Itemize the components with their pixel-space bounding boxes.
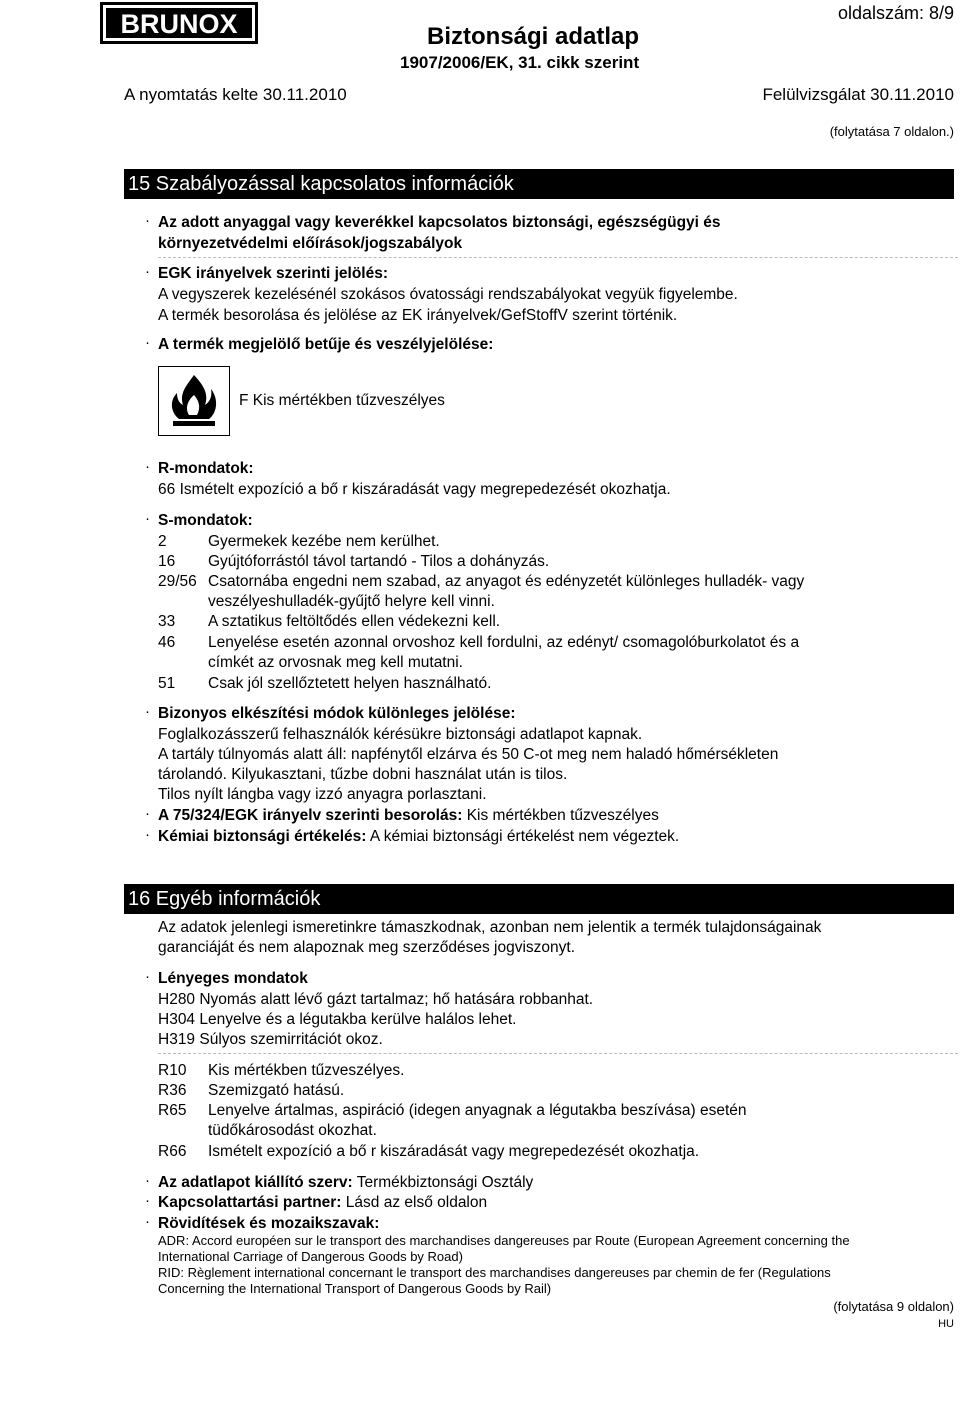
bullet: · (145, 1213, 150, 1230)
r-phrase: R10 Kis mértékben tűzveszélyes. (158, 1062, 405, 1079)
s-phrase: 2 Gyermekek kezébe nem kerülhet. (158, 533, 440, 550)
revision-date: Felülvizsgálat 30.11.2010 (762, 85, 954, 104)
s-phrase-cont: címkét az orvosnak meg kell mutatni. (208, 654, 463, 671)
bullet: · (145, 458, 150, 475)
classification: A 75/324/EGK irányelv szerinti besorolás: Kis mértékben tűzveszélyes (158, 807, 659, 824)
s-phrase: 33 A sztatikus feltöltődés ellen védekezni kell. (158, 613, 501, 630)
h-phrase: H304 Lenyelve és a légutakba kerülve halálos lehet. (158, 1011, 517, 1028)
bullet: · (145, 805, 150, 822)
chemical-safety: Kémiai biztonsági értékelés: A kémiai biztonsági értékelést nem végeztek. (158, 828, 680, 845)
abbreviations-label: Rövidítések és mozaikszavak: (158, 1215, 380, 1232)
ek-line: A vegyszerek kezelésénél szokásos óvatossági rendszabályokat vegyük figyelembe. (158, 286, 738, 303)
bullet: · (145, 510, 150, 527)
bullet: · (145, 1172, 150, 1189)
bullet: · (145, 703, 150, 720)
continued-to: (folytatása 9 oldalon) (833, 1299, 954, 1314)
special-label: Bizonyos elkészítési módok különleges jelölése: (158, 705, 516, 722)
s-phrase: 46 Lenyelése esetén azonnal orvoshoz kell fordulni, az edényt/ csomagolóburkolatot és a (158, 634, 800, 651)
contact: Kapcsolattartási partner: Lásd az első oldalon (158, 1194, 488, 1211)
section-16-heading: 16 Egyéb információk (124, 884, 954, 914)
r-phrase: R65 Lenyelve ártalmas, aspiráció (idegen anyagnak a légutakba beszívása) esetén (158, 1102, 747, 1119)
divider (158, 257, 958, 258)
page-number: oldalszám: 8/9 (837, 3, 954, 23)
abbreviation-line: International Carriage of Dangerous Goods by Road) (158, 1249, 463, 1264)
document-subtitle: 1907/2006/EK, 31. cikk szerint (400, 53, 640, 72)
key-phrases-label: Lényeges mondatok (158, 970, 308, 987)
brunox-logo (100, 2, 258, 44)
bullet: · (145, 334, 150, 351)
r-phrase-cont: tüdőkárosodást okozhat. (208, 1122, 377, 1139)
abbreviation-line: RID: Règlement international concernant le transport des marchandises dangereuses par chemin de fer (Regulations (158, 1265, 831, 1280)
bullet: · (145, 263, 150, 280)
s-phrase-cont: veszélyeshulladék-gyűjtő helyre kell vinni. (208, 593, 495, 610)
special-line: Foglalkozásszerű felhasználók kérésükre biztonsági adatlapot kapnak. (158, 726, 643, 743)
logo-text: BRUNOX (120, 9, 238, 39)
regulations-heading-line2: környezetvédelmi előírások/jogszabályok (158, 235, 463, 252)
hazard-text: F Kis mértékben tűzveszélyes (239, 392, 445, 409)
special-line: Tilos nyílt lángba vagy izzó anyagra porlasztani. (158, 786, 487, 803)
s-phrase: 51 Csak jól szellőztetett helyen használható. (158, 675, 492, 692)
flame-icon (159, 367, 229, 435)
abbreviation-line: ADR: Accord européen sur le transport des marchandises dangereuses par Route (European Agreement concerning the (158, 1233, 850, 1248)
continued-from: (folytatása 7 oldalon.) (829, 124, 954, 139)
r-phrases-label: R-mondatok: (158, 460, 254, 477)
print-date: A nyomtatás kelte 30.11.2010 (124, 85, 347, 104)
abbreviation-line: Concerning the International Transport of Dangerous Goods by Rail) (158, 1281, 552, 1296)
h-phrase: H280 Nyomás alatt lévő gázt tartalmaz; hő hatására robbanhat. (158, 991, 594, 1008)
language-code: HU (938, 1318, 954, 1330)
regulations-heading-line1: Az adott anyaggal vagy keverékkel kapcsolatos biztonsági, egészségügyi és (158, 214, 721, 231)
r-phrase: 66 Ismételt expozíció a bő r kiszáradását vagy megrepedezését okozhatja. (158, 481, 671, 498)
s-phrases-label: S-mondatok: (158, 512, 253, 529)
s-phrase: 16 Gyújtóforrástól távol tartandó - Tilos a dohányzás. (158, 553, 550, 570)
document-title: Biztonsági adatlap (427, 23, 640, 50)
disclaimer-line: garanciáját és nem alapoznak meg szerződéses jogviszonyt. (158, 939, 576, 956)
section-15-heading: 15 Szabályozással kapcsolatos információk (124, 169, 954, 199)
disclaimer-line: Az adatok jelenlegi ismeretinkre támaszkodnak, azonban nem jelentik a termék tulajdonságainak (158, 919, 822, 936)
r-phrase: R36 Szemizgató hatású. (158, 1082, 345, 1099)
bullet: · (145, 968, 150, 985)
issuer: Az adatlapot kiállító szerv: Termékbiztonsági Osztály (158, 1174, 534, 1191)
h-phrase: H319 Súlyos szemirritációt okoz. (158, 1031, 383, 1048)
bullet: · (145, 1192, 150, 1209)
bullet: · (145, 212, 150, 229)
ek-line: A termék besorolása és jelölése az EK irányelvek/GefStoffV szerint történik. (158, 307, 678, 324)
special-line: A tartály túlnyomás alatt áll: napfénytől elzárva és 50 C-ot meg nem haladó hőmérsékleten (158, 746, 779, 763)
flame-hazard-symbol (158, 366, 230, 436)
special-line: tárolandó. Kilyukasztani, tűzbe dobni használat után is tilos. (158, 766, 568, 783)
divider (158, 1053, 958, 1054)
bullet: · (145, 826, 150, 843)
hazard-label: A termék megjelölő betűje és veszélyjelölése: (158, 336, 494, 353)
s-phrase: 29/56 Csatornába engedni nem szabad, az anyagot és edényzetét különleges hulladék- vagy (158, 573, 805, 590)
ek-label: EGK irányelvek szerinti jelölés: (158, 265, 389, 282)
r-phrase: R66 Ismételt expozíció a bő r kiszáradását vagy megrepedezését okozhatja. (158, 1143, 700, 1160)
